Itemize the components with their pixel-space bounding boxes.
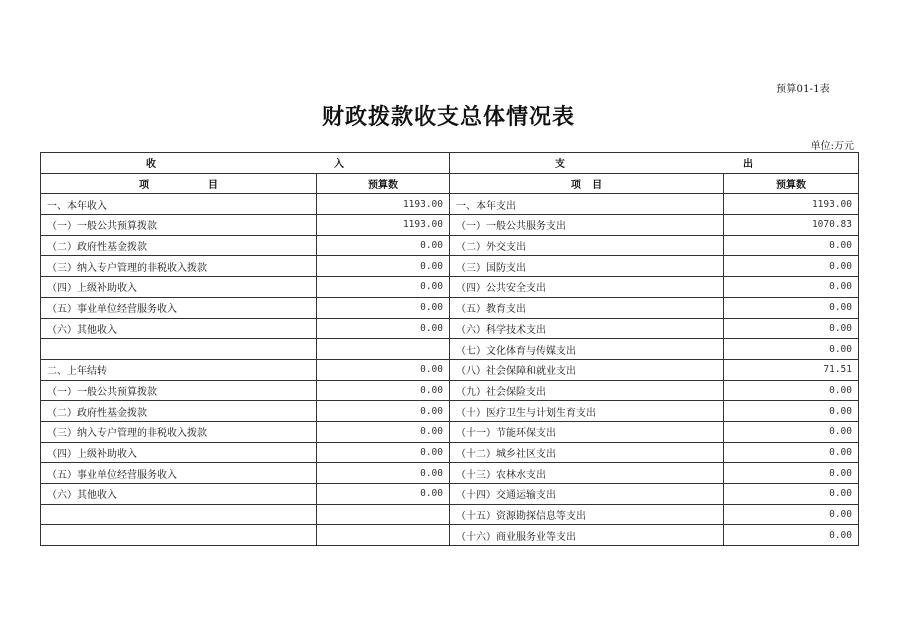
expense-header-char-1: 支 bbox=[555, 159, 565, 171]
income-header-char-1: 收 bbox=[146, 159, 156, 171]
table-code: 预算01-1表 bbox=[776, 84, 830, 95]
income-item-name: （三）纳入专户管理的非税收入拨款 bbox=[41, 421, 317, 442]
table-row bbox=[41, 359, 859, 380]
income-budget-value: 0.00 bbox=[317, 318, 450, 339]
expense-budget-value: 0.00 bbox=[724, 504, 859, 525]
income-budget-value: 0.00 bbox=[317, 421, 450, 442]
expense-budget-value: 0.00 bbox=[724, 401, 859, 422]
table-row bbox=[41, 421, 859, 442]
expense-budget-value: 0.00 bbox=[724, 339, 859, 360]
expense-section-header bbox=[450, 153, 859, 174]
expense-item-char-2: 目 bbox=[592, 180, 603, 192]
table-row bbox=[41, 504, 859, 525]
income-item-name: （四）上级补助收入 bbox=[41, 442, 317, 463]
header-row-sections bbox=[41, 153, 859, 174]
income-item-name: （一）一般公共预算拨款 bbox=[41, 380, 317, 401]
expense-item-header bbox=[450, 173, 724, 194]
expense-item-name: （九）社会保险支出 bbox=[450, 380, 724, 401]
expense-item-name: （十）医疗卫生与计划生育支出 bbox=[450, 401, 724, 422]
table-row bbox=[41, 297, 859, 318]
income-item-name: （二）政府性基金拨款 bbox=[41, 235, 317, 256]
income-item-name bbox=[41, 504, 317, 525]
page-title: 财政拨款收支总体情况表 bbox=[321, 105, 575, 130]
income-item-name: （五）事业单位经营服务收入 bbox=[41, 463, 317, 484]
table-row bbox=[41, 525, 859, 546]
table-row bbox=[41, 194, 859, 215]
table-row bbox=[41, 442, 859, 463]
expense-item-name: （六）科学技术支出 bbox=[450, 318, 724, 339]
expense-budget-value: 0.00 bbox=[724, 484, 859, 505]
table-body bbox=[41, 194, 859, 546]
expense-budget-value: 1193.00 bbox=[724, 194, 859, 215]
expense-item-name: （十六）商业服务业等支出 bbox=[450, 525, 724, 546]
income-budget-value: 1193.00 bbox=[317, 215, 450, 236]
expense-budget-value: 0.00 bbox=[724, 380, 859, 401]
expense-item-name: （八）社会保障和就业支出 bbox=[450, 359, 724, 380]
income-header-char-2: 入 bbox=[334, 159, 344, 171]
expense-item-name: （五）教育支出 bbox=[450, 297, 724, 318]
income-item-name: （五）事业单位经营服务收入 bbox=[41, 297, 317, 318]
expense-item-name: （七）文化体育与传媒支出 bbox=[450, 339, 724, 360]
expense-budget-value: 71.51 bbox=[724, 359, 859, 380]
income-item-char-1: 项 bbox=[139, 180, 150, 192]
expense-budget-value: 0.00 bbox=[724, 318, 859, 339]
expense-budget-value: 0.00 bbox=[724, 277, 859, 298]
expense-item-name: （十五）资源勘探信息等支出 bbox=[450, 504, 724, 525]
income-budget-value: 0.00 bbox=[317, 463, 450, 484]
income-budget-value: 0.00 bbox=[317, 401, 450, 422]
unit-label: 单位:万元 bbox=[810, 141, 854, 152]
expense-budget-value: 0.00 bbox=[724, 463, 859, 484]
table-row bbox=[41, 318, 859, 339]
income-budget-value: 0.00 bbox=[317, 235, 450, 256]
expense-budget-value: 1070.83 bbox=[724, 215, 859, 236]
income-item-char-2: 目 bbox=[207, 180, 218, 192]
income-section-header bbox=[41, 153, 450, 174]
table-row bbox=[41, 484, 859, 505]
expense-budget-value: 0.00 bbox=[724, 235, 859, 256]
expense-item-name: （十四）交通运输支出 bbox=[450, 484, 724, 505]
income-budget-value: 0.00 bbox=[317, 297, 450, 318]
expense-item-name: （十三）农林水支出 bbox=[450, 463, 724, 484]
income-budget-value: 0.00 bbox=[317, 256, 450, 277]
expense-budget-header: 预算数 bbox=[724, 173, 859, 194]
income-item-name: （一）一般公共预算拨款 bbox=[41, 215, 317, 236]
table-row bbox=[41, 256, 859, 277]
income-budget-value: 1193.00 bbox=[317, 194, 450, 215]
finance-table bbox=[40, 152, 859, 546]
expense-item-name: （一）一般公共服务支出 bbox=[450, 215, 724, 236]
header-row-columns bbox=[41, 173, 859, 194]
income-budget-value bbox=[317, 504, 450, 525]
table-row bbox=[41, 380, 859, 401]
income-item-name: （四）上级补助收入 bbox=[41, 277, 317, 298]
income-budget-value: 0.00 bbox=[317, 359, 450, 380]
table-row bbox=[41, 401, 859, 422]
expense-budget-value: 0.00 bbox=[724, 256, 859, 277]
expense-item-name: （三）国防支出 bbox=[450, 256, 724, 277]
table-row bbox=[41, 339, 859, 360]
income-item-name: （三）纳入专户管理的非税收入拨款 bbox=[41, 256, 317, 277]
income-item-name bbox=[41, 339, 317, 360]
expense-item-name: （二）外交支出 bbox=[450, 235, 724, 256]
expense-budget-value: 0.00 bbox=[724, 442, 859, 463]
income-budget-value bbox=[317, 525, 450, 546]
expense-item-name: 一、本年支出 bbox=[450, 194, 724, 215]
expense-budget-value: 0.00 bbox=[724, 421, 859, 442]
income-budget-value: 0.00 bbox=[317, 277, 450, 298]
expense-header-char-2: 出 bbox=[743, 159, 753, 171]
income-item-name: 二、上年结转 bbox=[41, 359, 317, 380]
table-row bbox=[41, 277, 859, 298]
table-row bbox=[41, 215, 859, 236]
expense-item-name: （十二）城乡社区支出 bbox=[450, 442, 724, 463]
expense-item-name: （四）公共安全支出 bbox=[450, 277, 724, 298]
income-budget-value bbox=[317, 339, 450, 360]
income-item-header bbox=[41, 173, 317, 194]
income-budget-value: 0.00 bbox=[317, 484, 450, 505]
expense-item-char-1: 项 bbox=[570, 180, 581, 192]
income-item-name: 一、本年收入 bbox=[41, 194, 317, 215]
income-item-name: （六）其他收入 bbox=[41, 318, 317, 339]
table-row bbox=[41, 463, 859, 484]
income-budget-header: 预算数 bbox=[317, 173, 450, 194]
table-row bbox=[41, 235, 859, 256]
expense-budget-value: 0.00 bbox=[724, 297, 859, 318]
income-item-name bbox=[41, 525, 317, 546]
income-budget-value: 0.00 bbox=[317, 380, 450, 401]
expense-budget-value: 0.00 bbox=[724, 525, 859, 546]
expense-item-name: （十一）节能环保支出 bbox=[450, 421, 724, 442]
income-item-name: （六）其他收入 bbox=[41, 484, 317, 505]
income-budget-value: 0.00 bbox=[317, 442, 450, 463]
income-item-name: （二）政府性基金拨款 bbox=[41, 401, 317, 422]
